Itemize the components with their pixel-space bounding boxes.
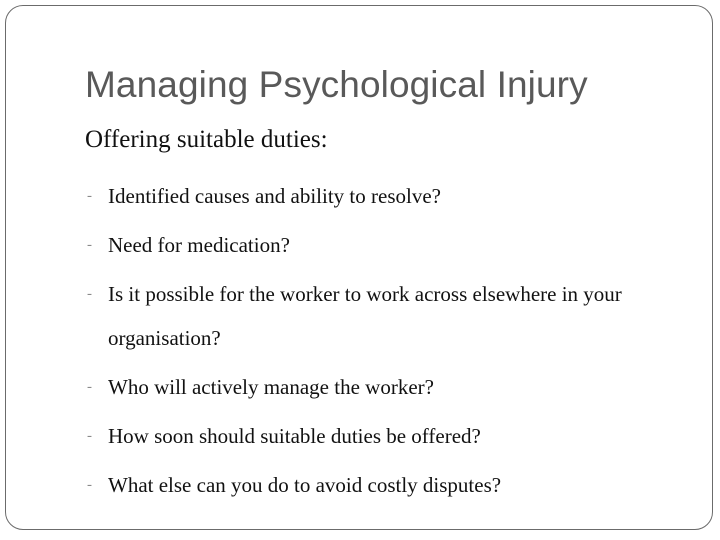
bullet-marker: - — [87, 477, 92, 493]
bullet-text: Who will actively manage the worker? — [108, 375, 434, 399]
bullet-text: What else can you do to avoid costly disputes? — [108, 473, 502, 497]
bullet-marker: - — [87, 188, 92, 204]
bullet-text: Need for medication? — [108, 233, 290, 257]
bullet-marker: - — [87, 286, 92, 302]
bullet-marker: - — [87, 379, 92, 395]
bullet-item — [85, 174, 665, 218]
bullet-text: How soon should suitable duties be offered? — [108, 424, 481, 448]
slide-title: Managing Psychological Injury — [85, 64, 588, 105]
bullet-item — [85, 414, 665, 458]
bullet-item — [85, 463, 665, 507]
slide-subtitle: Offering suitable duties: — [85, 126, 328, 153]
bullet-item — [85, 223, 665, 267]
bullet-item — [85, 272, 665, 360]
bullet-list — [85, 174, 665, 512]
bullet-text: Is it possible for the worker to work across elsewhere in your organisation? — [108, 282, 622, 350]
slide-frame — [5, 5, 713, 530]
bullet-marker: - — [87, 237, 92, 253]
bullet-text: Identified causes and ability to resolve? — [108, 184, 441, 208]
bullet-marker: - — [87, 428, 92, 444]
bullet-item — [85, 365, 665, 409]
